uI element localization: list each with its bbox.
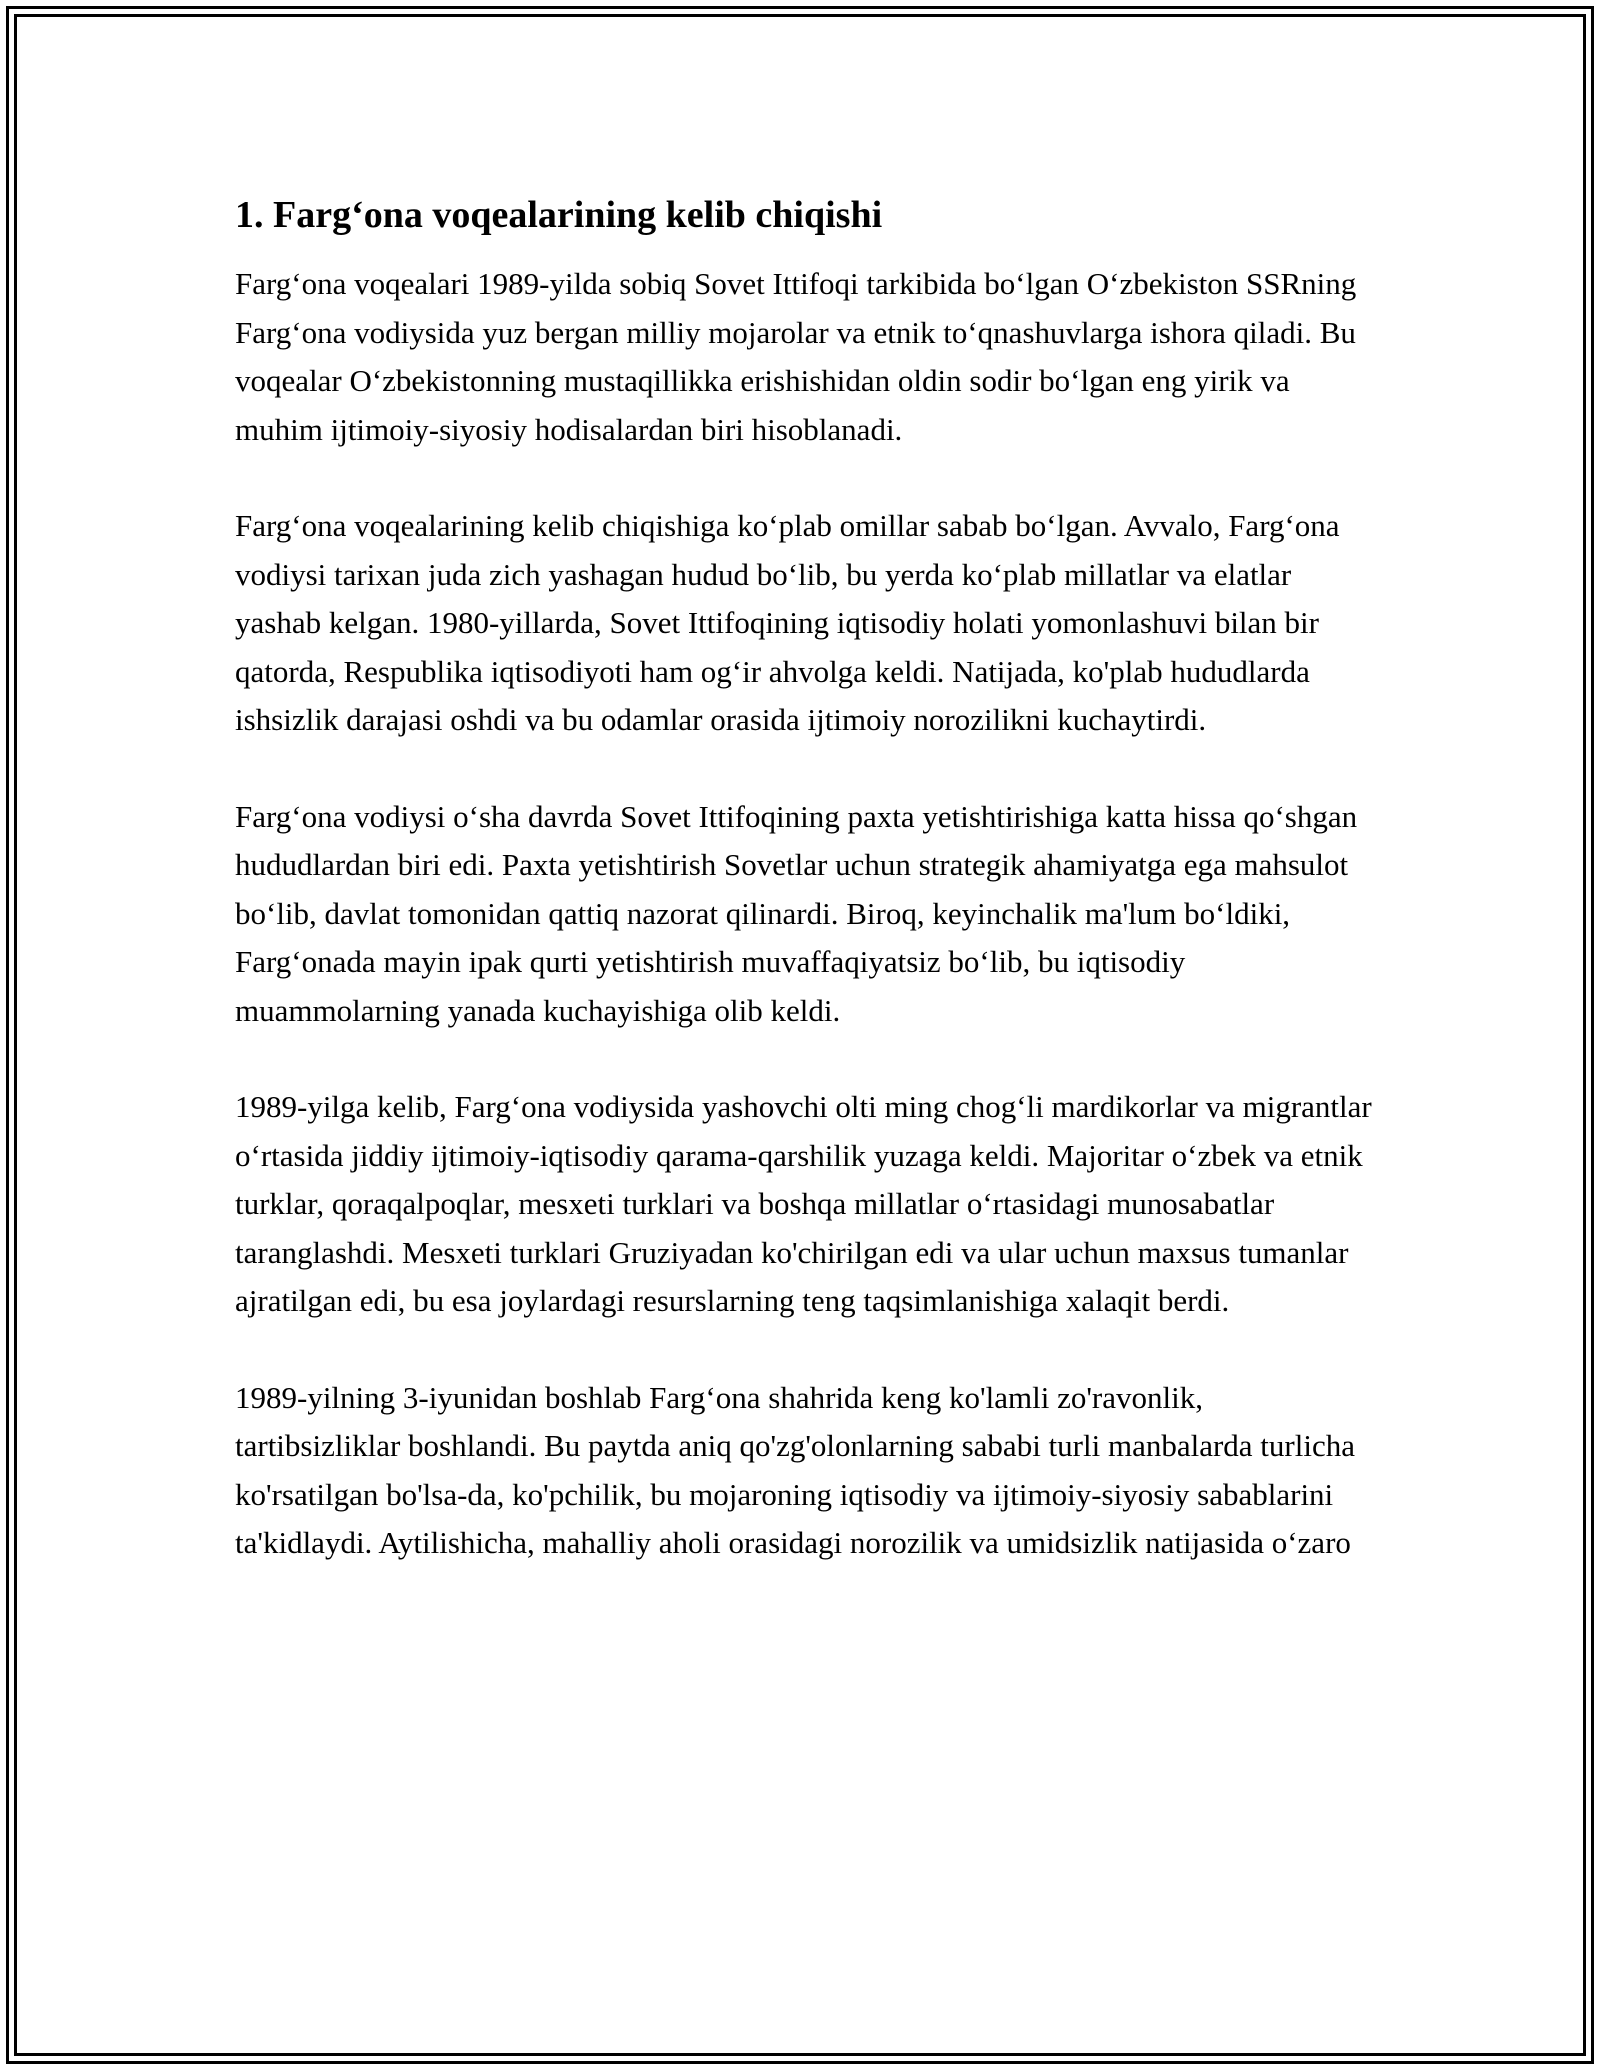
paragraph-4: 1989-yilga kelib, Farg‘ona vodiysida yashovchi olti ming chog‘li mardikorlar va migrantlar o‘rtasida jiddiy ijtimoiy-iqtisodiy qarama-qarshilik yuzaga keldi. Majoritar o‘zbek va etnik turklar, qoraqalpoqlar, mesxeti turklari va boshqa millatlar o‘rtasidagi munosabatlar taranglashdi. Mesxeti turklari Gruziyadan ko'chirilgan edi va ular uchun maxsus tumanlar ajratilgan edi, bu esa joylardagi resurslarning teng taqsimlanishiga xalaqit berdi. — [235, 1089, 1372, 1318]
paragraph-2: Farg‘ona voqealarining kelib chiqishiga ko‘plab omillar sabab bo‘lgan. Avvalo, Farg‘ona vodiysi tarixan juda zich yashagan hudud bo‘lib, bu yerda ko‘plab millatlar va elatlar yashab kelgan. 1980-yillarda, Sovet Ittifoqining iqtisodiy holati yomonlashuvi bilan bir qatorda, Respublika iqtisodiyoti ham og‘ir ahvolga keldi. Natijada, ko'plab hududlarda ishsizlik darajasi oshdi va bu odamlar orasida ijtimoiy norozilikni kuchaytirdi. — [235, 508, 1340, 737]
paragraph-3: Farg‘ona vodiysi o‘sha davrda Sovet Ittifoqining paxta yetishtirishiga katta hissa qo‘shgan hududlardan biri edi. Paxta yetishtirish Sovetlar uchun strategik ahamiyatga ega mahsulot bo‘lib, davlat tomonidan qattiq nazorat qilinardi. Biroq, keyinchalik ma'lum bo‘ldiki, Farg‘onada mayin ipak qurti yetishtirish muvaffaqiyatsiz bo‘lib, bu iqtisodiy muammolarning yanada kuchayishiga olib keldi. — [235, 798, 1358, 1028]
paragraph-5: 1989-yilning 3-iyunidan boshlab Farg‘ona shahrida keng ko'lamli zo'ravonlik, tartibsizliklar boshlandi. Bu paytda aniq qo'zg'olonlarning sababi turli manbalarda turlicha ko'rsatilgan bo'lsa-da, ko'pchilik, bu mojaroning iqtisodiy va ijtimoiy-siyosiy sabablarini ta'kidlaydi. Aytilishicha, mahalliy aholi orasidagi norozilik va umidsizlik natijasida o‘zaro — [235, 1379, 1355, 1560]
section-heading: 1. Farg‘ona voqealarining kelib chiqishi — [235, 194, 883, 236]
paragraph-1: Farg‘ona voqealari 1989-yilda sobiq Sovet Ittifoqi tarkibida bo‘lgan O‘zbekiston SSRning Farg‘ona vodiysida yuz bergan milliy mojarolar va etnik to‘qnashuvlarga ishora qiladi. Bu voqealar O‘zbekistonning mustaqillikka erishishidan oldin sodir bo‘lgan eng yirik va muhim ijtimoiy-siyosiy hodisalardan biri hisoblanadi. — [235, 266, 1357, 447]
document-body — [235, 190, 1375, 1616]
